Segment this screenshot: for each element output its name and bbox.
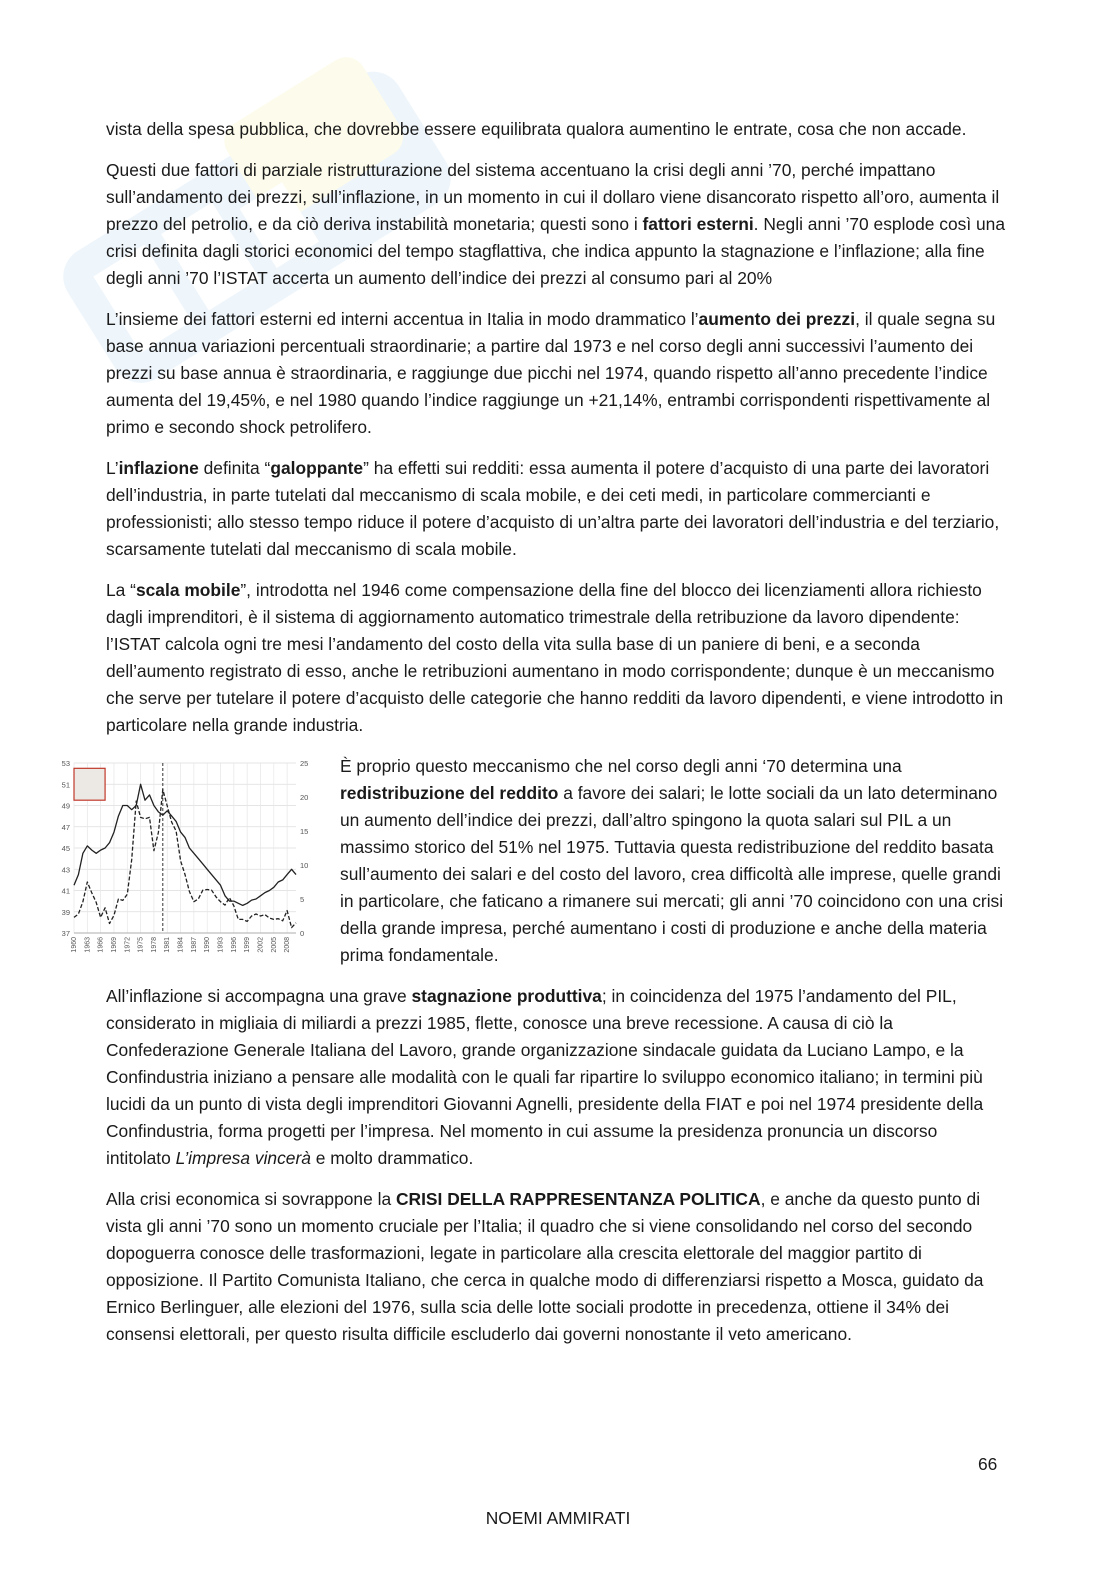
paragraph-6: È proprio questo meccanismo che nel corso degli anni ‘70 determina una redistribuzione del reddito a favore dei salari; le lotte sociali da un lato determinano un aumento dell’indice dei prezzi, dall’altro spingono la quota salari sul PIL a un massimo storico del 51% nel 1975. Tuttavia questa redistribuzione del reddito basata sull’aumento dei salari e del costo del lavoro, crea difficoltà alle imprese, quelle grandi in particolare, che faticano a rimanere sui mercati; gli anni ’70 coincidono con una crisi della grande impresa, perché aumentano i costi di produzione e anche della materia prima fondamentale. [340,756,1004,965]
highlight-box [74,768,105,800]
x-tick-label: 1987 [190,937,198,953]
paragraph-3: L’insieme dei fattori esterni ed interni accentua in Italia in modo drammatico l’aumento dei prezzi, il quale segna su base annua variazioni percentuali straordinarie; a partire dal 1973 e nel corso degli anni successivi l’aumento dei prezzi su base annua è straordinaria, e raggiunge due picchi nel 1974, quando rispetto all’anno precedente l’indice aumenta del 19,45%, e nel 1980 quando l’indice raggiunge un +21,14%, entrambi corrispondenti rispettivamente al primo e secondo shock petrolifero. [106,309,996,437]
paragraph-4: L’inflazione definita “galoppante” ha effetti sui redditi: essa aumenta il potere d’acquisto di una parte dei lavoratori dell’industria, in parte tutelati dal meccanismo di scala mobile, e dei ceti medi, in particolare commercianti e professionisti; allo stesso tempo riduce il potere d’acquisto di un’altra parte dei lavoratori dell’industria e del terziario, scarsamente tutelati dal meccanismo di scala mobile. [106,458,1000,559]
x-tick-label: 1972 [124,937,132,953]
x-tick-label: 1975 [137,937,145,953]
y-right-tick-label: 0 [300,929,305,938]
y-left-tick-label: 49 [61,801,70,811]
y-left-tick-label: 37 [61,929,70,938]
y-left-tick-label: 41 [61,886,70,896]
bold-term-aumento-prezzi: aumento dei prezzi [698,309,856,329]
x-tick-label: 1969 [110,937,118,953]
paragraph-1: vista della spesa pubblica, che dovrebbe essere equilibrata qualora aumentino le entrate, cosa che non accade. [106,119,967,139]
x-tick-label: 1978 [150,937,158,953]
speech-title: L’impresa vincerà [175,1148,311,1168]
wage-share-inflation-chart [52,755,314,967]
page-number: 66 [978,1454,998,1474]
x-tick-label: 2008 [284,937,292,953]
y-right-tick-label: 15 [300,827,309,836]
y-right-tick-label: 5 [300,895,305,904]
bold-term-redistribuzione: redistribuzione del reddito [340,783,559,803]
x-tick-label: 1996 [230,937,238,953]
document-page [61,116,1006,1362]
x-tick-label: 1963 [84,937,92,953]
footer-author: NOEMI AMMIRATI [485,1508,631,1528]
bold-term-crisi-rappresentanza: CRISI DELLA RAPPRESENTANZA POLITICA [395,1189,761,1209]
chart-with-text [61,753,1006,969]
paragraph-8: Alla crisi economica si sovrappone la CRISI DELLA RAPPRESENTANZA POLITICA, e anche da questo punto di vista gli anni ’70 sono un momento cruciale per l’Italia; il quadro che si viene consolidando nel corso del secondo dopoguerra conosce delle trasformazioni, legate in particolare alla crescita elettorale del maggior partito di opposizione. Il Partito Comunista Italiano, che cerca in qualche modo di differenziarsi rispetto a Mosca, guidato da Ernico Berlinguer, alle elezioni del 1976, sulla scia delle lotte sociali prodotte in precedenza, ottiene il 34% dei consensi elettorali, per questo risulta difficile escluderlo dai governi nonostante il veto americano. [106,1189,984,1344]
x-tick-label: 1999 [244,937,252,953]
x-tick-label: 2002 [257,937,265,953]
x-tick-label: 1984 [177,937,185,953]
paragraph-2: Questi due fattori di parziale ristrutturazione del sistema accentuano la crisi degli anni ’70, perché impattano sull’andamento dei prezzi, sull’inflazione, in un momento in cui il dollaro viene disancorato rispetto all’oro, aumenta il prezzo del petrolio, e da ciò deriva instabilità monetaria; questi sono i fattori esterni. Negli anni ’70 esplode così una crisi definita dagli storici economici del tempo stagflattiva, che indica appunto la stagnazione e l’inflazione; alla fine degli anni ’70 l’ISTAT accerta un aumento dell’indice dei prezzi al consumo pari al 20% [106,160,1006,288]
x-tick-label: 1993 [217,937,225,953]
y-left-tick-label: 47 [61,822,70,832]
x-tick-label: 1966 [97,937,105,953]
bold-term-stagnazione: stagnazione produttiva [411,986,602,1006]
y-right-tick-label: 25 [300,759,309,768]
x-tick-label: 1990 [204,937,212,953]
paragraph-7: All’inflazione si accompagna una grave stagnazione produttiva; in coincidenza del 1975 l’andamento del PIL, considerato in migliaia di miliardi a prezzi 1985, flette, conosce una breve recessione. A causa di ciò la Confederazione Generale Italiana del Lavoro, grande organizzazione sindacale guidata da Luciano Lampo, e la Confindustria iniziano a pensare alle modalità con le quali far ripartire lo sviluppo economico italiano; in termini più lucidi da un punto di vista degli imprenditori Giovanni Agnelli, presidente della FIAT e poi nel 1974 presidente della Confindustria, forma progetti per l’impresa. Nel momento in cui assume la presidenza pronuncia un discorso intitolato L’impresa vincerà e molto drammatico. [106,986,984,1168]
bold-term-galoppante: galoppante [270,458,364,478]
chart-container [52,755,314,967]
x-tick-label: 2005 [270,937,278,953]
y-left-tick-label: 39 [61,907,70,917]
y-left-tick-label: 45 [61,844,70,853]
bold-term-scala-mobile: scala mobile [135,580,241,600]
y-left-tick-label: 51 [61,780,70,790]
y-right-tick-label: 10 [300,861,309,870]
bold-term-fattori-esterni: fattori esterni [642,214,754,234]
y-left-tick-label: 43 [61,865,70,875]
paragraph-5: La “scala mobile”, introdotta nel 1946 come compensazione della fine del blocco dei licenziamenti allora richiesto dagli imprenditori, è il sistema di aggiornamento automatico trimestrale della retribuzione da lavoro dipendente: l’ISTAT calcola ogni tre mesi l’andamento del costo della vita sulla base di un paniere di beni, e a seconda dell’aumento registrato di esso, anche le retribuzioni aumentano in modo corrispondente; dunque è un meccanismo che serve per tutelare il potere d’acquisto delle categorie che hanno redditi da lavoro dipendenti, e viene introdotto in particolare nella grande industria. [106,580,1004,735]
x-tick-label: 1981 [164,937,172,953]
bold-term-inflazione: inflazione [118,458,199,478]
x-tick-label: 1960 [71,937,78,953]
y-right-tick-label: 20 [300,793,309,802]
y-left-tick-label: 53 [61,759,70,768]
